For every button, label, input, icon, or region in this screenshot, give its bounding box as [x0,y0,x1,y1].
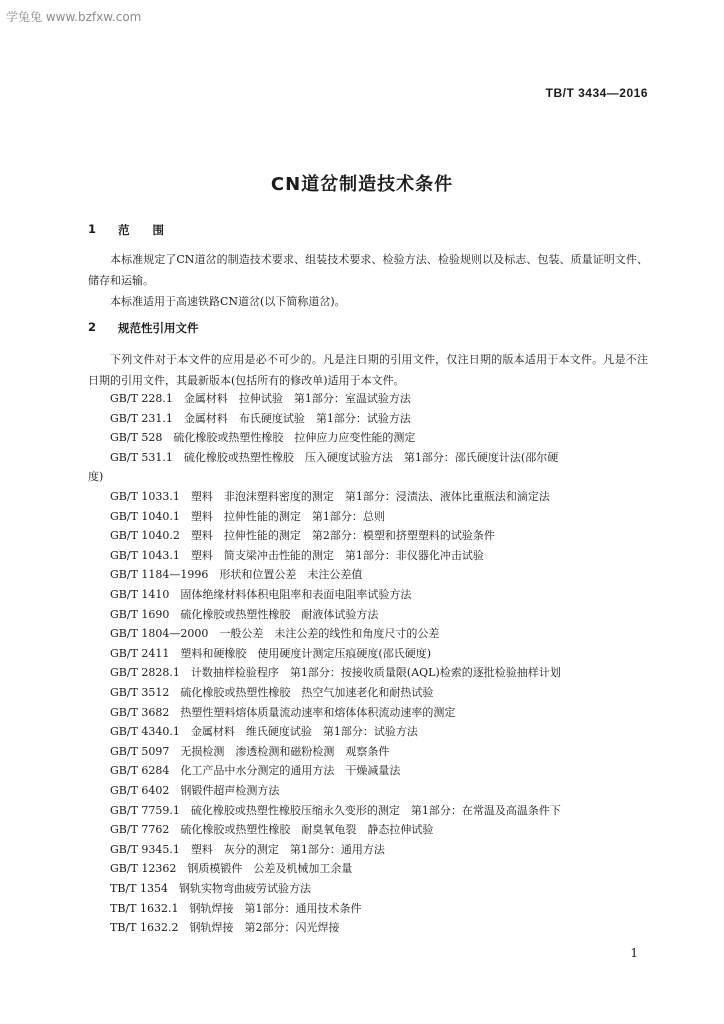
section-title: 范 围 [118,223,164,237]
reference-code: GB/T 9345.1 [110,842,180,856]
reference-title: 塑料 非泡沫塑料密度的测定 第1部分：浸渍法、液体比重瓶法和滴定法 [190,490,550,503]
reference-code: GB/T 7759.1 [110,803,180,817]
reference-title: 形状和位置公差 未注公差值 [219,568,363,582]
reference-title: 金属材料 布氏硬度试验 第1部分：试验方法 [183,411,411,425]
reference-code: TB/T 1354 [110,882,168,895]
reference-title: 硫化橡胶或热塑性橡胶 耐臭氧龟裂 静态拉伸试验 [180,823,434,837]
reference-item [110,410,411,426]
reference-item [110,919,339,935]
reference-item [110,723,418,739]
watermark: 学兔兔 www.bzfxw.com [6,10,142,24]
reference-code: GB/T 3512 [110,686,170,699]
page-number: 1 [630,946,638,960]
reference-code: GB/T 5097 [110,744,170,758]
reference-title: 计数抽样检验程序 第1部分：按接收质量限(AQL)检索的逐批检验抽样计划 [190,666,561,680]
standard-code: TB/T 3434—2016 [545,86,648,100]
reference-title: 化工产品中水分测定的通用方法 干燥减量法 [180,764,401,778]
reference-title-continuation: 度) [88,470,104,484]
scope-paragraph: 本标准适用于高速铁路CN道岔(以下简称道岔)。 [110,295,346,308]
reference-code: GB/T 231.1 [110,411,173,425]
reference-title: 钢锻件超声检测方法 [180,784,280,797]
reference-title: 硫化橡胶或热塑性橡胶压缩永久变形的测定 第1部分：在常温及高温条件下 [190,803,561,817]
reference-title: 塑料 拉伸性能的测定 第1部分：总则 [190,509,385,523]
reference-item [110,762,400,778]
reference-code: GB/T 7762 [110,823,170,837]
reference-code: GB/T 12362 [110,862,177,876]
reference-item [110,645,431,661]
reference-item [110,743,389,759]
reference-item [110,802,561,818]
reference-title: 固体绝缘材料体积电阻率和表面电阻率试验方法 [180,588,412,601]
reference-title: 硫化橡胶或热塑性橡胶 热空气加速老化和耐热试验 [180,686,434,699]
reference-item [110,586,411,602]
reference-title: 钢质模锻件 公差及机械加工余量 [187,862,353,876]
reference-item [110,488,550,504]
reference-title: 无损检测 渗透检测和磁粉检测 观察条件 [180,744,390,758]
reference-title: 钢轨实物弯曲疲劳试验方法 [178,882,311,895]
reference-item [110,508,385,524]
reference-code: GB/T 2828.1 [110,666,180,680]
reference-item [110,880,311,896]
section-number: 1 [88,222,97,236]
reference-title: 硫化橡胶或热塑性橡胶 耐液体试验方法 [180,607,379,621]
reference-item [110,566,362,582]
reference-code: GB/T 1690 [110,607,170,621]
reference-code: GB/T 1043.1 [110,548,180,562]
reference-title: 塑料 灰分的测定 第1部分：通用方法 [190,842,385,856]
references-intro: 下列文件对于本文件的应用是必不可少的。凡是注日期的引用文件，仅注日期的版本适用于本文件。凡是不注日期的引用文件，其最新版本(包括所有的修改单)适用于本文件。 [88,353,648,387]
section-title: 规范性引用文件 [118,321,199,335]
reference-title: 金属材料 拉伸试验 第1部分：室温试验方法 [183,392,411,405]
reference-code: GB/T 1040.1 [110,509,180,523]
reference-item [110,782,279,798]
document-title: CN道岔制造技术条件 [270,174,454,195]
reference-title: 钢轨焊接 第1部分：通用技术条件 [189,901,362,915]
reference-item [110,704,455,720]
reference-title: 一般公差 未注公差的线性和角度尺寸的公差 [219,627,440,641]
reference-code: GB/T 531.1 [110,450,173,464]
section-number: 2 [88,320,97,334]
reference-code: GB/T 1804—2000 [110,627,209,641]
reference-item [110,625,439,641]
reference-item [110,527,495,543]
reference-title: 塑料 拉伸性能的测定 第2部分：模塑和挤塑塑料的试验条件 [190,529,495,543]
reference-code: GB/T 1033.1 [110,490,180,503]
reference-code: TB/T 1632.1 [110,901,179,915]
reference-item [110,390,411,406]
reference-item [110,547,484,563]
reference-item [110,449,558,465]
reference-code: GB/T 1040.2 [110,529,180,543]
reference-title: 金属材料 维氏硬度试验 第1部分：试验方法 [190,725,418,739]
reference-code: TB/T 1632.2 [110,921,179,935]
reference-item [110,684,433,700]
reference-item [110,860,352,876]
reference-title: 硫化橡胶或热塑性橡胶 压入硬度试验方法 第1部分：邵氏硬度计法(邵尔硬 [183,450,559,464]
reference-title: 塑料和硬橡胶 使用硬度计测定压痕硬度(邵氏硬度) [180,646,431,660]
reference-code: GB/T 228.1 [110,392,173,405]
reference-title: 塑料 简支梁冲击性能的测定 第1部分：非仪器化冲击试验 [190,548,484,562]
reference-code: GB/T 4340.1 [110,725,180,739]
reference-item [110,429,415,445]
reference-title: 钢轨焊接 第2部分：闪光焊接 [189,921,340,935]
reference-item [110,900,361,916]
reference-item [110,664,561,680]
reference-code: GB/T 528 [110,431,163,445]
reference-title: 热塑性塑料熔体质量流动速率和熔体体积流动速率的测定 [180,705,456,719]
reference-item [110,841,385,857]
reference-code: GB/T 1184—1996 [110,568,209,582]
reference-code: GB/T 6402 [110,784,170,797]
reference-code: GB/T 6284 [110,764,170,778]
reference-code: GB/T 1410 [110,588,170,601]
reference-code: GB/T 2411 [110,646,170,660]
reference-item [110,821,433,837]
reference-code: GB/T 3682 [110,705,170,719]
scope-paragraph: 本标准规定了CN道岔的制造技术要求、组装技术要求、检验方法、检验规则以及标志、包装、质量证明文件、储存和运输。 [88,253,648,287]
reference-item [110,606,378,622]
reference-title: 硫化橡胶或热塑性橡胶 拉伸应力应变性能的测定 [173,431,416,445]
